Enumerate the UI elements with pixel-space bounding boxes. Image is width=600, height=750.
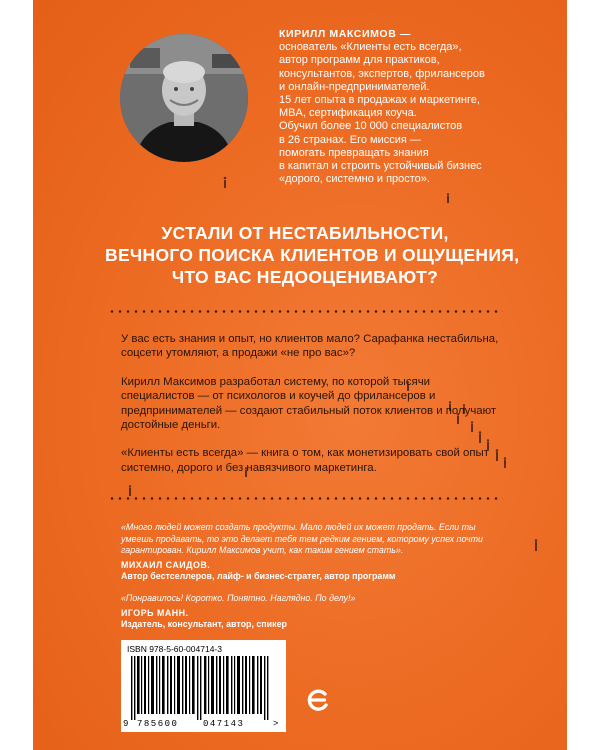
eksmo-logo-icon <box>307 687 329 713</box>
headline-line: ВЕЧНОГО ПОИСКА КЛИЕНТОВ И ОЩУЩЕНИЯ, <box>105 245 520 265</box>
testimonial-name: ИГОРЬ МАНН. <box>121 607 189 618</box>
barcode-box <box>121 640 286 732</box>
author-name: КИРИЛЛ МАКСИМОВ — <box>279 28 412 40</box>
author-bio <box>279 28 509 186</box>
author-photo <box>120 34 248 162</box>
author-bio-line: в капитал и строить устойчивый бизнес <box>279 160 482 173</box>
testimonials <box>121 522 501 631</box>
dotted-divider-bottom <box>108 497 503 500</box>
testimonial-role: Издатель, консультант, автор, спикер <box>121 619 287 630</box>
barcode-digit-first: 9 <box>123 719 129 729</box>
barcode-digits-right: 047143 <box>203 719 245 729</box>
barcode <box>127 656 280 720</box>
author-bio-line: «дорого, системно и просто». <box>279 173 430 186</box>
testimonial-attribution <box>121 560 501 583</box>
isbn-label: ISBN 978-5-60-004714-3 <box>127 644 222 654</box>
headline <box>105 222 520 288</box>
dotted-divider-top <box>108 310 503 313</box>
testimonial-quote: «Понравилось! Коротко. Понятно. Наглядно. По делу!» <box>121 592 356 603</box>
author-bio-line: Обучил более 10 000 специалистов <box>279 120 463 133</box>
author-bio-line: 15 лет опыта в продажах и маркетинге, <box>279 94 480 107</box>
author-bio-line: консультантов, экспертов, фрилансеров <box>279 67 485 80</box>
description-paragraph: У вас есть знания и опыт, но клиентов мало? Сарафанка нестабильна, соцсети утомляют, а продажи «не про вас»? <box>121 333 499 360</box>
author-bio-line: основатель «Клиенты есть всегда», <box>279 41 462 54</box>
description-paragraph: Кирилл Максимов разработал систему, по которой тысячи специалистов — от психологов и коучей до фрилансеров и предпринимателей — создают стабильный поток клиентов и получают достойные деньги. <box>121 375 497 432</box>
author-bio-line: в 26 странах. Его миссия — <box>279 133 421 146</box>
author-bio-line: и онлайн-предпринимателей. <box>279 80 430 93</box>
testimonial-name: МИХАИЛ САИДОВ. <box>121 559 211 570</box>
description-paragraph: «Клиенты есть всегда» — книга о том, как монетизировать свой опыт системно, дорого и без навязчивого маркетинга. <box>121 447 489 474</box>
headline-line: УСТАЛИ ОТ НЕСТАБИЛЬНОСТИ, <box>161 223 449 243</box>
headline-line: ЧТО ВАС НЕДООЦЕНИВАЮТ? <box>171 267 439 287</box>
author-bio-line: автор программ для практиков, <box>279 54 440 67</box>
testimonial-role: Автор бестселлеров, лайф- и бизнес-стратег, автор программ <box>121 571 396 582</box>
testimonial-attribution <box>121 608 501 631</box>
barcode-digit-end: > <box>273 719 279 729</box>
description <box>121 332 501 489</box>
testimonial-quote: «Много людей может создать продукты. Мало людей их может продать. Если ты умеешь продавать, то это делает тебя тем редким гением, которому успех почти гарантирован. Кирилл Максимов учит, как таким гением стать». <box>121 522 483 556</box>
author-bio-line: помогать превращать знания <box>279 146 429 159</box>
barcode-digits-left: 785600 <box>137 719 179 729</box>
author-bio-line: MBA, сертификация коуча. <box>279 107 417 120</box>
book-back-cover <box>33 0 567 750</box>
